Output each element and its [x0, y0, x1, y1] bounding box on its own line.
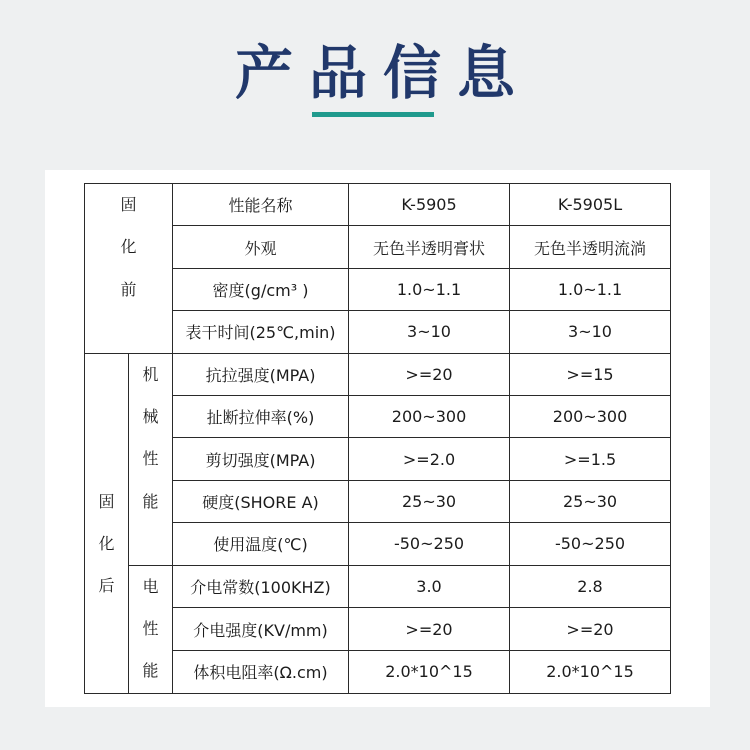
value-cell: 200~300	[349, 395, 510, 437]
property-cell: 抗拉强度(MPA)	[173, 353, 349, 395]
table-row	[85, 395, 671, 437]
table-row	[85, 650, 671, 693]
table-row	[85, 184, 671, 226]
table-row	[85, 226, 671, 268]
header-col2: K-5905L	[510, 184, 671, 226]
value-cell: >=15	[510, 353, 671, 395]
property-cell: 外观	[173, 226, 349, 268]
group-after-label	[85, 353, 129, 693]
property-cell: 使用温度(℃)	[173, 523, 349, 565]
subgroup-char: 性	[142, 449, 159, 469]
property-cell: 表干时间(25℃,min)	[173, 311, 349, 353]
value-cell: 2.0*10^15	[349, 650, 510, 693]
value-cell: 25~30	[349, 480, 510, 522]
property-cell: 密度(g/cm³ )	[173, 268, 349, 310]
value-cell: -50~250	[510, 523, 671, 565]
property-cell: 剪切强度(MPA)	[173, 438, 349, 480]
group-char: 化	[120, 237, 137, 257]
spec-table	[84, 183, 671, 694]
value-cell: >=2.0	[349, 438, 510, 480]
value-cell: 2.0*10^15	[510, 650, 671, 693]
group-char: 后	[98, 576, 115, 596]
header-property: 性能名称	[173, 184, 349, 226]
property-cell: 介电强度(KV/mm)	[173, 608, 349, 651]
value-cell: >=20	[349, 608, 510, 651]
group-char: 化	[98, 533, 115, 553]
property-cell: 硬度(SHORE A)	[173, 480, 349, 522]
subgroup-char: 能	[142, 661, 159, 681]
value-cell: >=20	[349, 353, 510, 395]
subgroup-mechanical-label	[129, 353, 173, 565]
property-cell: 体积电阻率(Ω.cm)	[173, 650, 349, 693]
group-char: 前	[120, 279, 137, 299]
page-title: 产品信息	[234, 39, 531, 107]
table-row	[85, 353, 671, 395]
group-char: 固	[120, 195, 137, 214]
value-cell: 3~10	[349, 311, 510, 353]
subgroup-char: 械	[142, 406, 159, 426]
value-cell: 无色半透明流淌	[510, 226, 671, 268]
value-cell: 1.0~1.1	[510, 268, 671, 310]
subgroup-char: 性	[142, 618, 159, 638]
property-cell: 扯断拉伸率(%)	[173, 395, 349, 437]
table-row	[85, 565, 671, 608]
value-cell: 无色半透明膏状	[349, 226, 510, 268]
value-cell: -50~250	[349, 523, 510, 565]
value-cell: >=1.5	[510, 438, 671, 480]
title-underline	[312, 112, 434, 117]
table-row	[85, 438, 671, 480]
table-row	[85, 480, 671, 522]
subgroup-char: 电	[142, 576, 159, 596]
subgroup-char: 能	[142, 491, 159, 511]
value-cell: 3.0	[349, 565, 510, 608]
value-cell: 25~30	[510, 480, 671, 522]
group-before-label	[85, 184, 173, 354]
header-col1: K-5905	[349, 184, 510, 226]
group-char: 固	[98, 491, 115, 511]
table-row	[85, 311, 671, 353]
value-cell: 200~300	[510, 395, 671, 437]
table-row	[85, 268, 671, 310]
property-cell: 介电常数(100KHZ)	[173, 565, 349, 608]
value-cell: 3~10	[510, 311, 671, 353]
subgroup-electrical-label	[129, 565, 173, 693]
value-cell: 1.0~1.1	[349, 268, 510, 310]
value-cell: 2.8	[510, 565, 671, 608]
subgroup-char: 机	[142, 364, 159, 384]
table-row	[85, 608, 671, 651]
value-cell: >=20	[510, 608, 671, 651]
table-row	[85, 523, 671, 565]
